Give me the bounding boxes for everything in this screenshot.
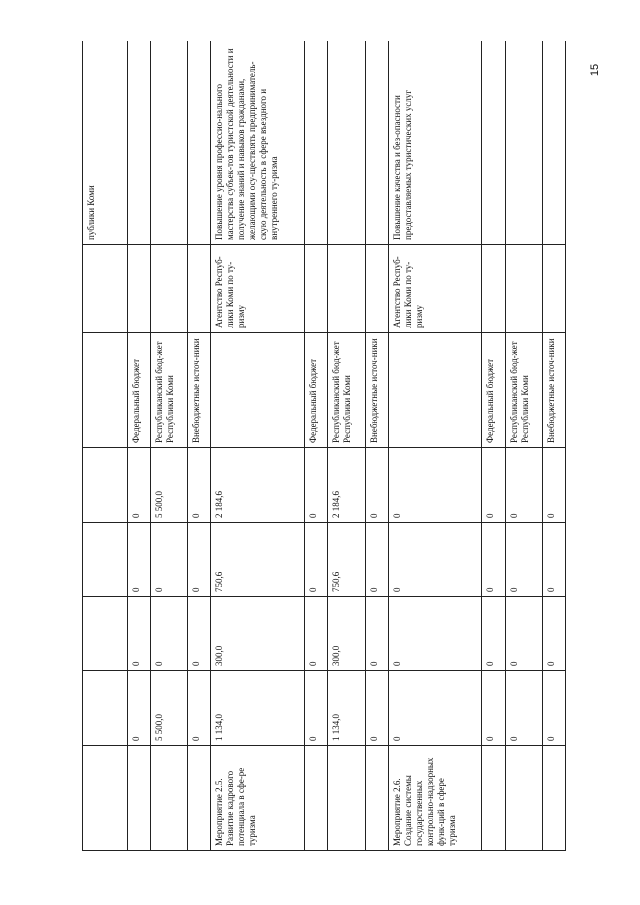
header-owner-cell: публики Коми: [83, 41, 128, 245]
table-row: [505, 41, 542, 851]
event-cell: [542, 746, 565, 851]
value-cell: 0: [482, 523, 505, 597]
value-cell: 750,6: [211, 523, 305, 597]
value-cell: 5 500,0: [151, 671, 188, 746]
executor-cell: [328, 245, 365, 333]
event-cell: [482, 746, 505, 851]
value-cell: 0: [188, 671, 211, 746]
result-cell: Повышение уровня профессио-нального мастерства субъек-тов туристской деятельности и получение знаний и навыков гражданами, желающими осу-ществлять предприниматель-скую деятельность в сфере въездного и внутреннего ту-ризма: [211, 41, 305, 245]
event-cell: [328, 746, 365, 851]
total-cell: 2 184,6: [328, 448, 365, 523]
result-cell: [328, 41, 365, 245]
result-cell: [542, 41, 565, 245]
event-cell: Мероприятие 2.6. Создание системы государственных контрольно-надзорных функ-ций в сфере туризма: [388, 746, 482, 851]
source-cell: Внебюджетные источ-ники: [188, 333, 211, 448]
value-cell: 300,0: [328, 597, 365, 671]
executor-cell: Агентство Респуб-лики Коми по ту-ризму: [211, 245, 305, 333]
header-cell: [83, 597, 128, 671]
event-cell: Мероприятие 2.5. Развитие кадрового потенциала в сфе-ре туризма: [211, 746, 305, 851]
value-cell: 0: [505, 597, 542, 671]
value-cell: 0: [542, 671, 565, 746]
total-cell: 0: [482, 448, 505, 523]
table-row: [482, 41, 505, 851]
table-body: [127, 41, 565, 851]
source-cell: Федеральный бюджет: [305, 333, 328, 448]
executor-cell: [482, 245, 505, 333]
result-cell: [482, 41, 505, 245]
value-cell: 0: [482, 597, 505, 671]
header-cell: [83, 448, 128, 523]
value-cell: 0: [388, 523, 482, 597]
total-cell: 0: [188, 448, 211, 523]
result-cell: [305, 41, 328, 245]
result-cell: Повышение качества и без-опасности предоставляемых туристических услуг: [388, 41, 482, 245]
event-cell: [127, 746, 150, 851]
table-row: [188, 41, 211, 851]
value-cell: 0: [127, 597, 150, 671]
total-cell: 0: [542, 448, 565, 523]
value-cell: 300,0: [211, 597, 305, 671]
table-row: [328, 41, 365, 851]
value-cell: 0: [365, 523, 388, 597]
source-cell: Федеральный бюджет: [127, 333, 150, 448]
table-row: [542, 41, 565, 851]
source-cell: Республиканский бюд-жет Республики Коми: [505, 333, 542, 448]
source-cell: Республиканский бюд-жет Республики Коми: [151, 333, 188, 448]
executor-cell: [365, 245, 388, 333]
event-cell: [188, 746, 211, 851]
total-cell: 5 500,0: [151, 448, 188, 523]
value-cell: 0: [365, 597, 388, 671]
executor-cell: [305, 245, 328, 333]
value-cell: 0: [388, 671, 482, 746]
header-cell: [83, 523, 128, 597]
source-cell: [388, 333, 482, 448]
event-cell: [151, 746, 188, 851]
value-cell: 0: [305, 597, 328, 671]
value-cell: 0: [542, 597, 565, 671]
value-cell: 0: [188, 523, 211, 597]
event-cell: [505, 746, 542, 851]
value-cell: 0: [388, 597, 482, 671]
table-row: [127, 41, 150, 851]
result-cell: [365, 41, 388, 245]
total-cell: 0: [365, 448, 388, 523]
table-row: [305, 41, 328, 851]
event-cell: [305, 746, 328, 851]
value-cell: 0: [188, 597, 211, 671]
result-cell: [505, 41, 542, 245]
value-cell: 0: [151, 523, 188, 597]
value-cell: 1 134,0: [211, 671, 305, 746]
event-cell: [365, 746, 388, 851]
executor-cell: [127, 245, 150, 333]
value-cell: 1 134,0: [328, 671, 365, 746]
value-cell: 0: [542, 523, 565, 597]
value-cell: 0: [365, 671, 388, 746]
value-cell: 0: [305, 523, 328, 597]
source-cell: Республиканский бюд-жет Республики Коми: [328, 333, 365, 448]
result-cell: [127, 41, 150, 245]
rotated-table-container: [82, 41, 566, 851]
result-cell: [188, 41, 211, 245]
value-cell: 0: [482, 671, 505, 746]
value-cell: 0: [305, 671, 328, 746]
header-cell: [83, 245, 128, 333]
table-row: [365, 41, 388, 851]
source-cell: Федеральный бюджет: [482, 333, 505, 448]
table-row: [151, 41, 188, 851]
rotated-table: [82, 41, 566, 851]
executor-cell: [188, 245, 211, 333]
executor-cell: [505, 245, 542, 333]
total-cell: 2 184,6: [211, 448, 305, 523]
source-cell: [211, 333, 305, 448]
source-cell: Внебюджетные источ-ники: [365, 333, 388, 448]
value-cell: 0: [127, 523, 150, 597]
budget-table: [82, 41, 566, 851]
value-cell: 750,6: [328, 523, 365, 597]
table-row: [388, 41, 482, 851]
value-cell: 0: [127, 671, 150, 746]
page-number: 15: [589, 63, 601, 77]
total-cell: 0: [388, 448, 482, 523]
total-cell: 0: [127, 448, 150, 523]
total-cell: 0: [505, 448, 542, 523]
source-cell: Внебюджетные источ-ники: [542, 333, 565, 448]
total-cell: 0: [305, 448, 328, 523]
header-cell: [83, 333, 128, 448]
executor-cell: [542, 245, 565, 333]
table-row: [211, 41, 305, 851]
header-cell: [83, 671, 128, 746]
header-row: [83, 41, 128, 851]
executor-cell: [151, 245, 188, 333]
value-cell: 0: [505, 523, 542, 597]
value-cell: 0: [151, 597, 188, 671]
executor-cell: Агентство Респуб-лики Коми по ту-ризму: [388, 245, 482, 333]
result-cell: [151, 41, 188, 245]
header-cell: [83, 746, 128, 851]
value-cell: 0: [505, 671, 542, 746]
